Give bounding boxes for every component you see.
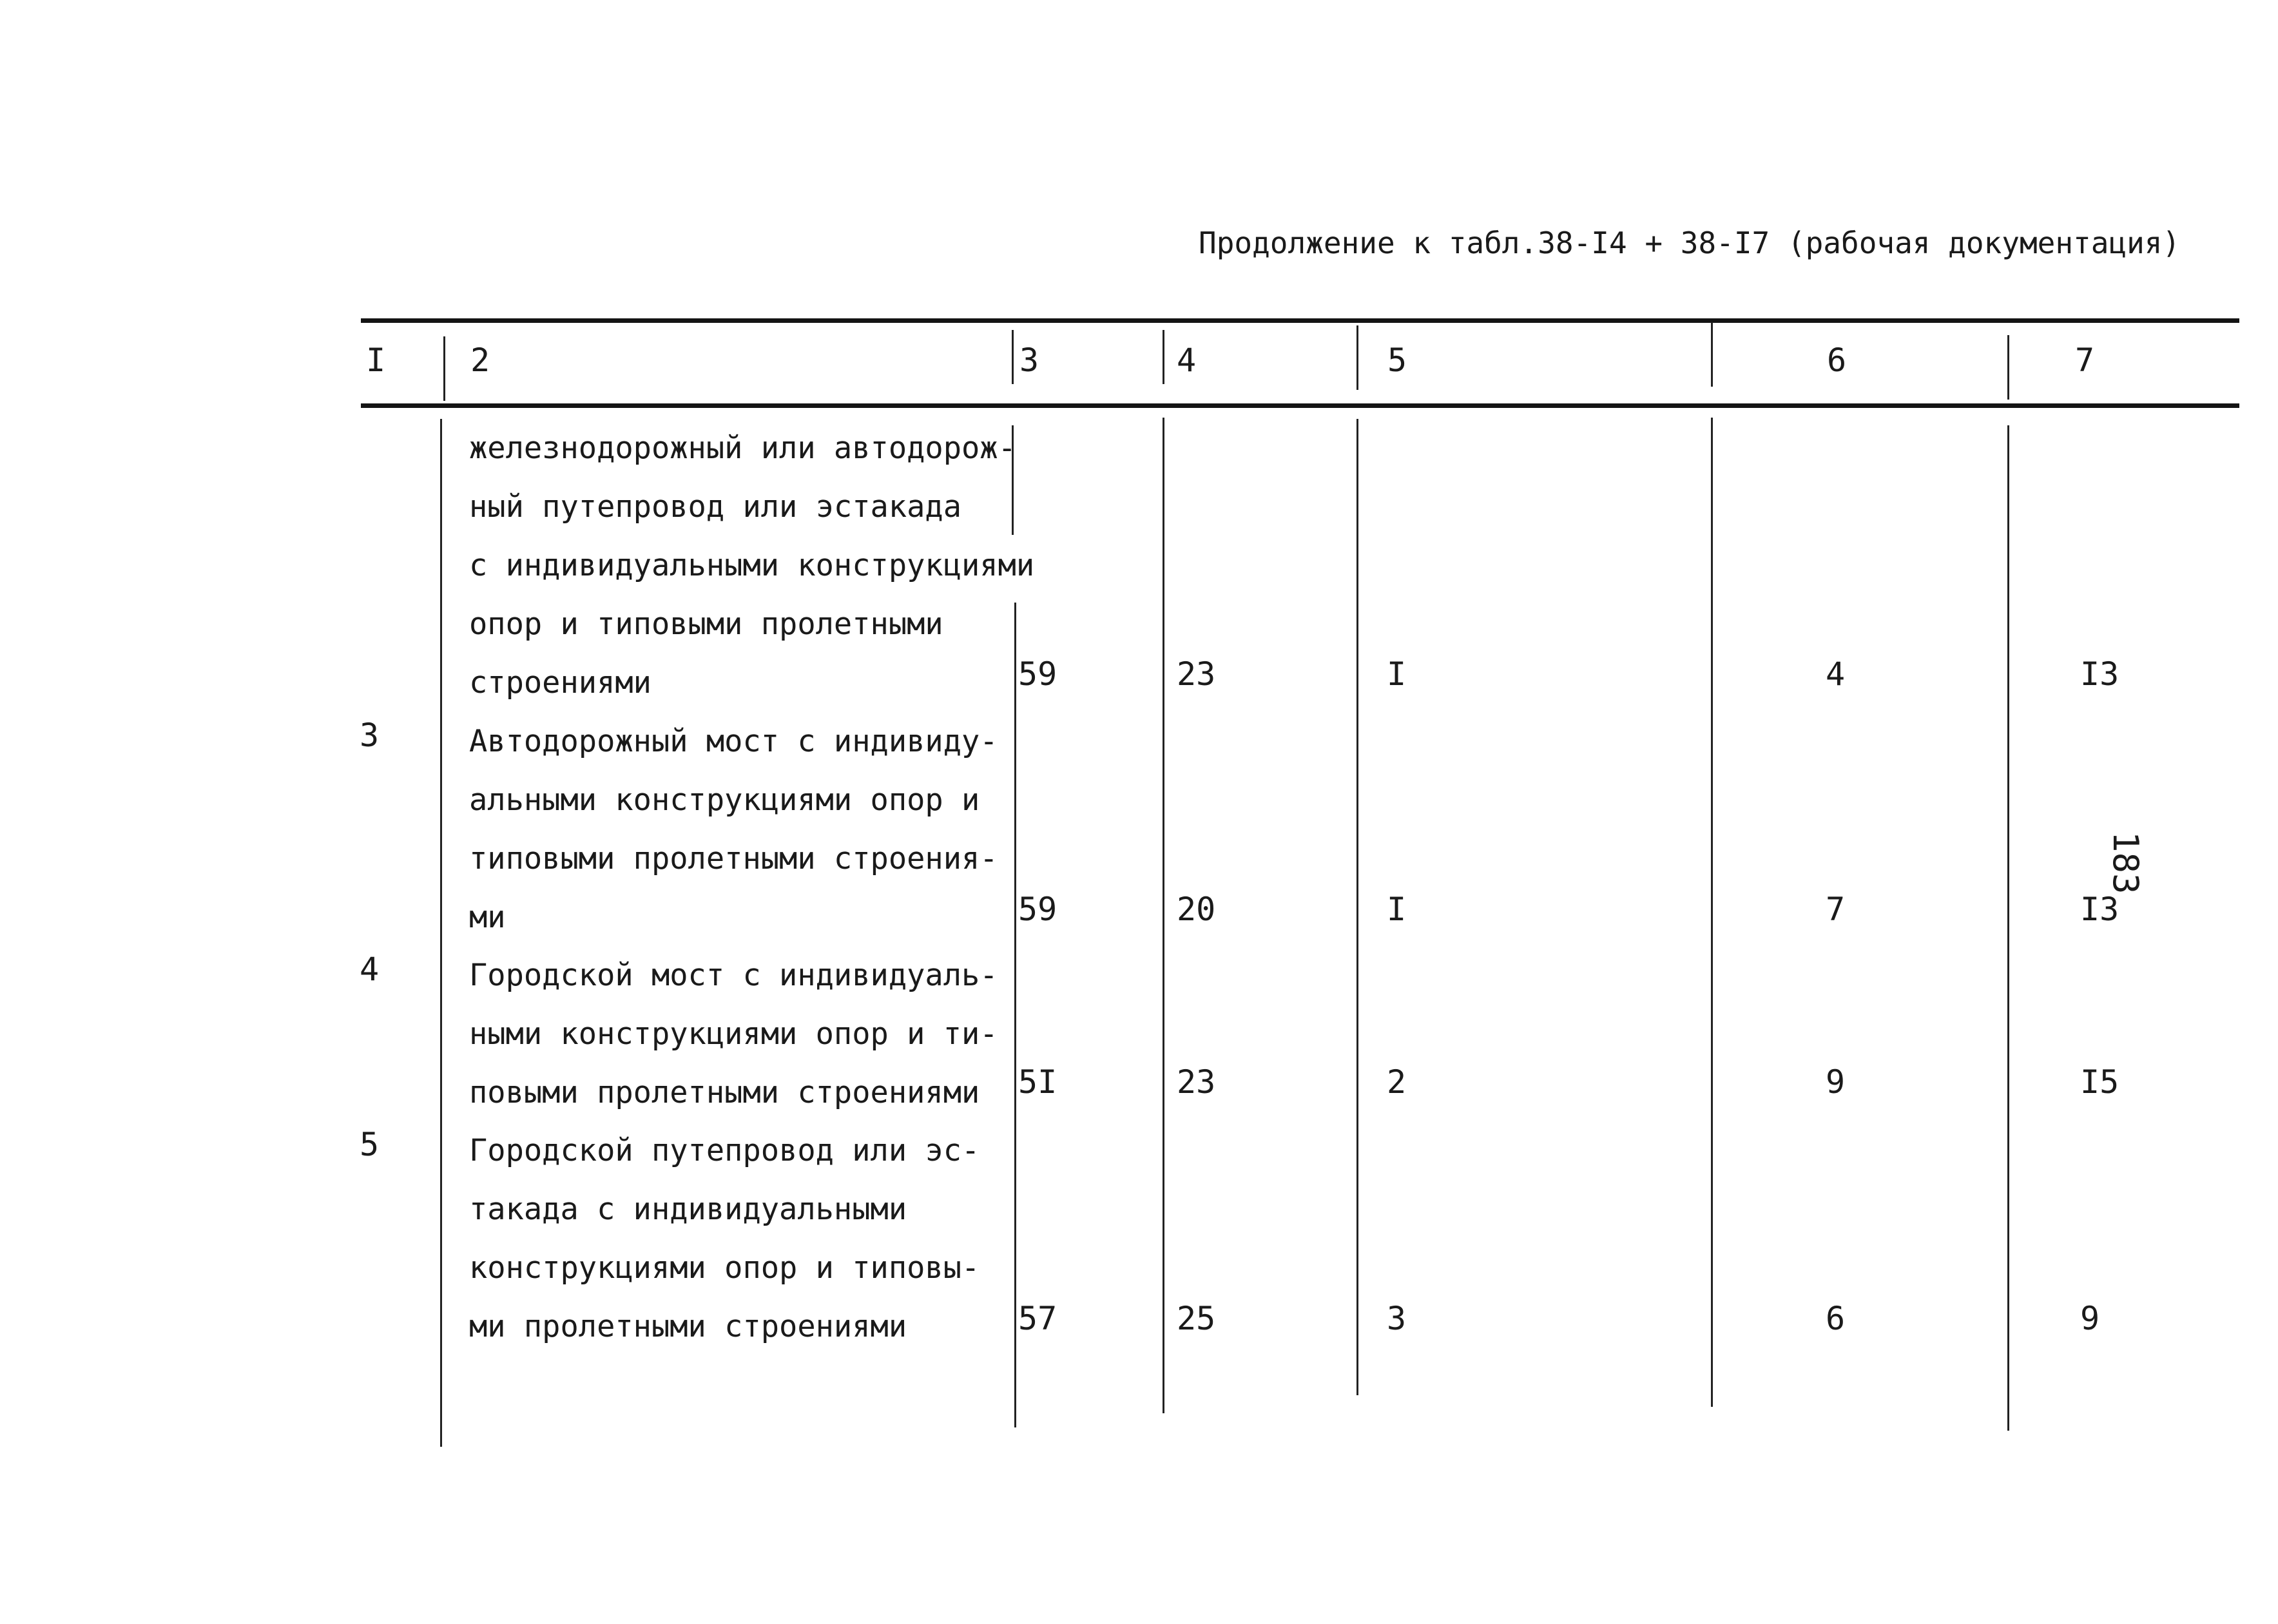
text-line: повыми пролетными строениями	[469, 1075, 980, 1110]
row-4-col7: I5	[2080, 1063, 2119, 1101]
text-line: ными конструкциями опор и ти-	[469, 1016, 998, 1052]
row-3-number: 3	[360, 717, 380, 754]
row-5-col5: 3	[1387, 1300, 1407, 1337]
text-line: конструкциями опор и типовы-	[469, 1250, 980, 1286]
row-3-col5: I	[1387, 891, 1407, 928]
row-5-col6: 6	[1826, 1300, 1846, 1337]
column-header-2: 2	[470, 342, 490, 379]
column-separator	[1163, 418, 1164, 1413]
table-top-rule	[361, 318, 2239, 323]
text-line: такада с индивидуальными	[469, 1192, 907, 1227]
row-4-col4: 23	[1177, 1063, 1216, 1101]
row-3-description	[469, 712, 998, 947]
column-separator	[1356, 419, 1358, 1395]
row-1-description	[469, 419, 1034, 712]
row-1-col4: 23	[1177, 655, 1216, 693]
header-bottom-rule	[361, 403, 2239, 408]
row-5-description	[469, 1121, 980, 1356]
text-line: типовыми пролетными строения-	[469, 841, 998, 876]
row-3-col3: 59	[1018, 891, 1057, 928]
column-separator	[2007, 425, 2009, 1431]
row-1-col3: 59	[1018, 655, 1057, 693]
column-header-7: 7	[2075, 342, 2095, 379]
text-line: Городской путепровод или эс-	[469, 1133, 980, 1168]
text-line: строениями	[469, 665, 652, 701]
text-line: ми пролетными строениями	[469, 1309, 907, 1344]
table-caption: Продолжение к табл.38-I4 + 38-I7 (рабочая документация)	[1199, 226, 2181, 260]
column-separator	[1014, 603, 1016, 1427]
row-4-description	[469, 946, 998, 1122]
row-1-col6: 4	[1826, 655, 1846, 693]
row-5-col3: 57	[1018, 1300, 1057, 1337]
column-header-4: 4	[1177, 342, 1197, 379]
column-separator	[440, 419, 442, 1447]
header-separator	[1356, 325, 1358, 390]
row-3-col6: 7	[1826, 891, 1846, 928]
header-separator	[2007, 335, 2009, 400]
header-separator	[1012, 330, 1014, 384]
header-separator	[1163, 330, 1164, 384]
row-5-col7: 9	[2080, 1300, 2100, 1337]
header-separator	[443, 336, 445, 401]
row-5-number: 5	[360, 1126, 380, 1163]
column-header-3: 3	[1019, 342, 1039, 379]
row-5-col4: 25	[1177, 1300, 1216, 1337]
column-separator	[1711, 418, 1713, 1407]
row-1-col5: I	[1387, 655, 1407, 693]
text-line: Городской мост с индивидуаль-	[469, 958, 998, 993]
row-3-col7: I3	[2080, 891, 2119, 928]
page-number: 183	[2105, 831, 2146, 894]
text-line: Автодорожный мост с индивиду-	[469, 724, 998, 759]
row-4-col3: 5I	[1018, 1063, 1057, 1101]
row-3-col4: 20	[1177, 891, 1216, 928]
text-line: ми	[469, 900, 506, 935]
row-1-col7: I3	[2080, 655, 2119, 693]
text-line: с индивидуальными конструкциями	[469, 548, 1035, 583]
row-4-number: 4	[360, 951, 380, 988]
row-4-col6: 9	[1826, 1063, 1846, 1101]
column-header-5: 5	[1387, 342, 1407, 379]
column-header-1: I	[366, 342, 386, 379]
text-line: ный путепровод или эстакада	[469, 489, 962, 525]
text-line: опор и типовыми пролетными	[469, 606, 943, 642]
header-separator	[1711, 322, 1713, 387]
text-line: альными конструкциями опор и	[469, 782, 980, 818]
column-header-6: 6	[1827, 342, 1847, 379]
row-4-col5: 2	[1387, 1063, 1407, 1101]
text-line: железнодорожный или автодорож-	[469, 430, 1016, 466]
